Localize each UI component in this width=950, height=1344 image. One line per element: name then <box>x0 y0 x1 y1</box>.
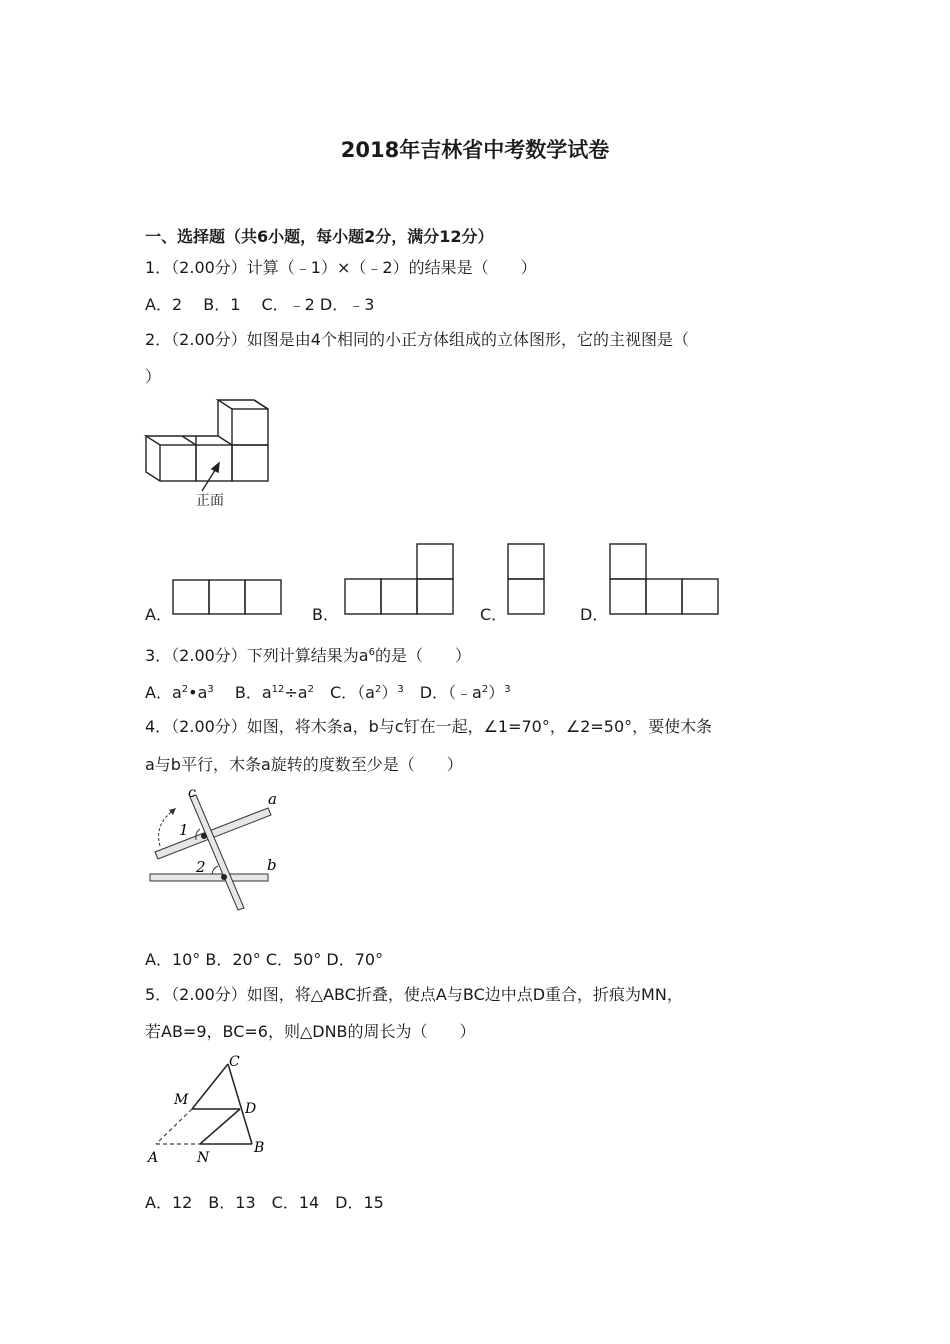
q1-stem: 1．（2.00分）计算（﹣1）×（﹣2）的结果是（ ） <box>145 258 537 277</box>
q5-options: A．12 B．13 C．14 D．15 <box>145 1193 384 1212</box>
q2-stem-line1: 2．（2.00分）如图是由4个相同的小正方体组成的立体图形，它的主视图是（ <box>145 330 689 349</box>
q2-stem-line2: ） <box>145 367 162 386</box>
q2-option-b-label: B． <box>312 605 339 624</box>
q2-figure-label: 正面 <box>196 493 224 509</box>
q1-options: A．2 B．1 C．﹣2 D．﹣3 <box>145 295 375 314</box>
label-B: B <box>254 1140 265 1156</box>
q2-option-b-figure <box>344 542 456 616</box>
label-D: D <box>245 1101 257 1117</box>
q2-option-a-label: A． <box>145 605 172 624</box>
q5-triangle-figure <box>140 1052 280 1170</box>
q2-option-c-label: C． <box>480 605 508 624</box>
section-heading: 一、选择题（共6小题，每小题2分，满分12分） <box>145 227 494 246</box>
strip-b <box>150 874 268 881</box>
q5-stem-line2: 若AB=9，BC=6，则△DNB的周长为（ ） <box>145 1022 476 1041</box>
q3-options: A．$a^2•a^3$ B．$a^{12}\div a^2$ C．$(a^2)^3$ D．$(﹣a^2)^3$ <box>145 683 511 702</box>
q2-option-a-figure <box>172 578 284 616</box>
label-C: C <box>229 1054 240 1070</box>
label-angle-2: 2 <box>196 858 206 876</box>
label-A: A <box>148 1150 159 1166</box>
q5-stem-line1: 5．（2.00分）如图，将△ABC折叠，使点A与BC边中点D重合，折痕为MN， <box>145 985 683 1004</box>
q4-stem-line1: 4．（2.00分）如图，将木条a，b与c钉在一起，∠1=70°，∠2=50°，要使木条 <box>145 717 713 736</box>
q2-option-c-figure <box>507 542 547 616</box>
page-title: 2018年吉林省中考数学试卷 <box>340 138 610 162</box>
q4-stem-line2: a与b平行，木条a旋转的度数至少是（ ） <box>145 755 463 774</box>
label-M: M <box>174 1092 189 1108</box>
label-angle-1: 1 <box>179 821 189 839</box>
q4-wood-strips-figure <box>140 784 290 944</box>
q3-stem: 3．（2.00分）下列计算结果为$a^6$的是（ ） <box>145 646 472 665</box>
label-N: N <box>197 1150 210 1166</box>
q2-option-d-label: D． <box>580 605 609 624</box>
q4-options: A．10° B．20° C．50° D．70° <box>145 950 384 969</box>
label-b: b <box>267 856 277 874</box>
strip-c <box>190 795 244 910</box>
label-c: c <box>188 785 196 801</box>
label-a: a <box>268 790 277 808</box>
q2-option-d-figure <box>609 542 721 616</box>
